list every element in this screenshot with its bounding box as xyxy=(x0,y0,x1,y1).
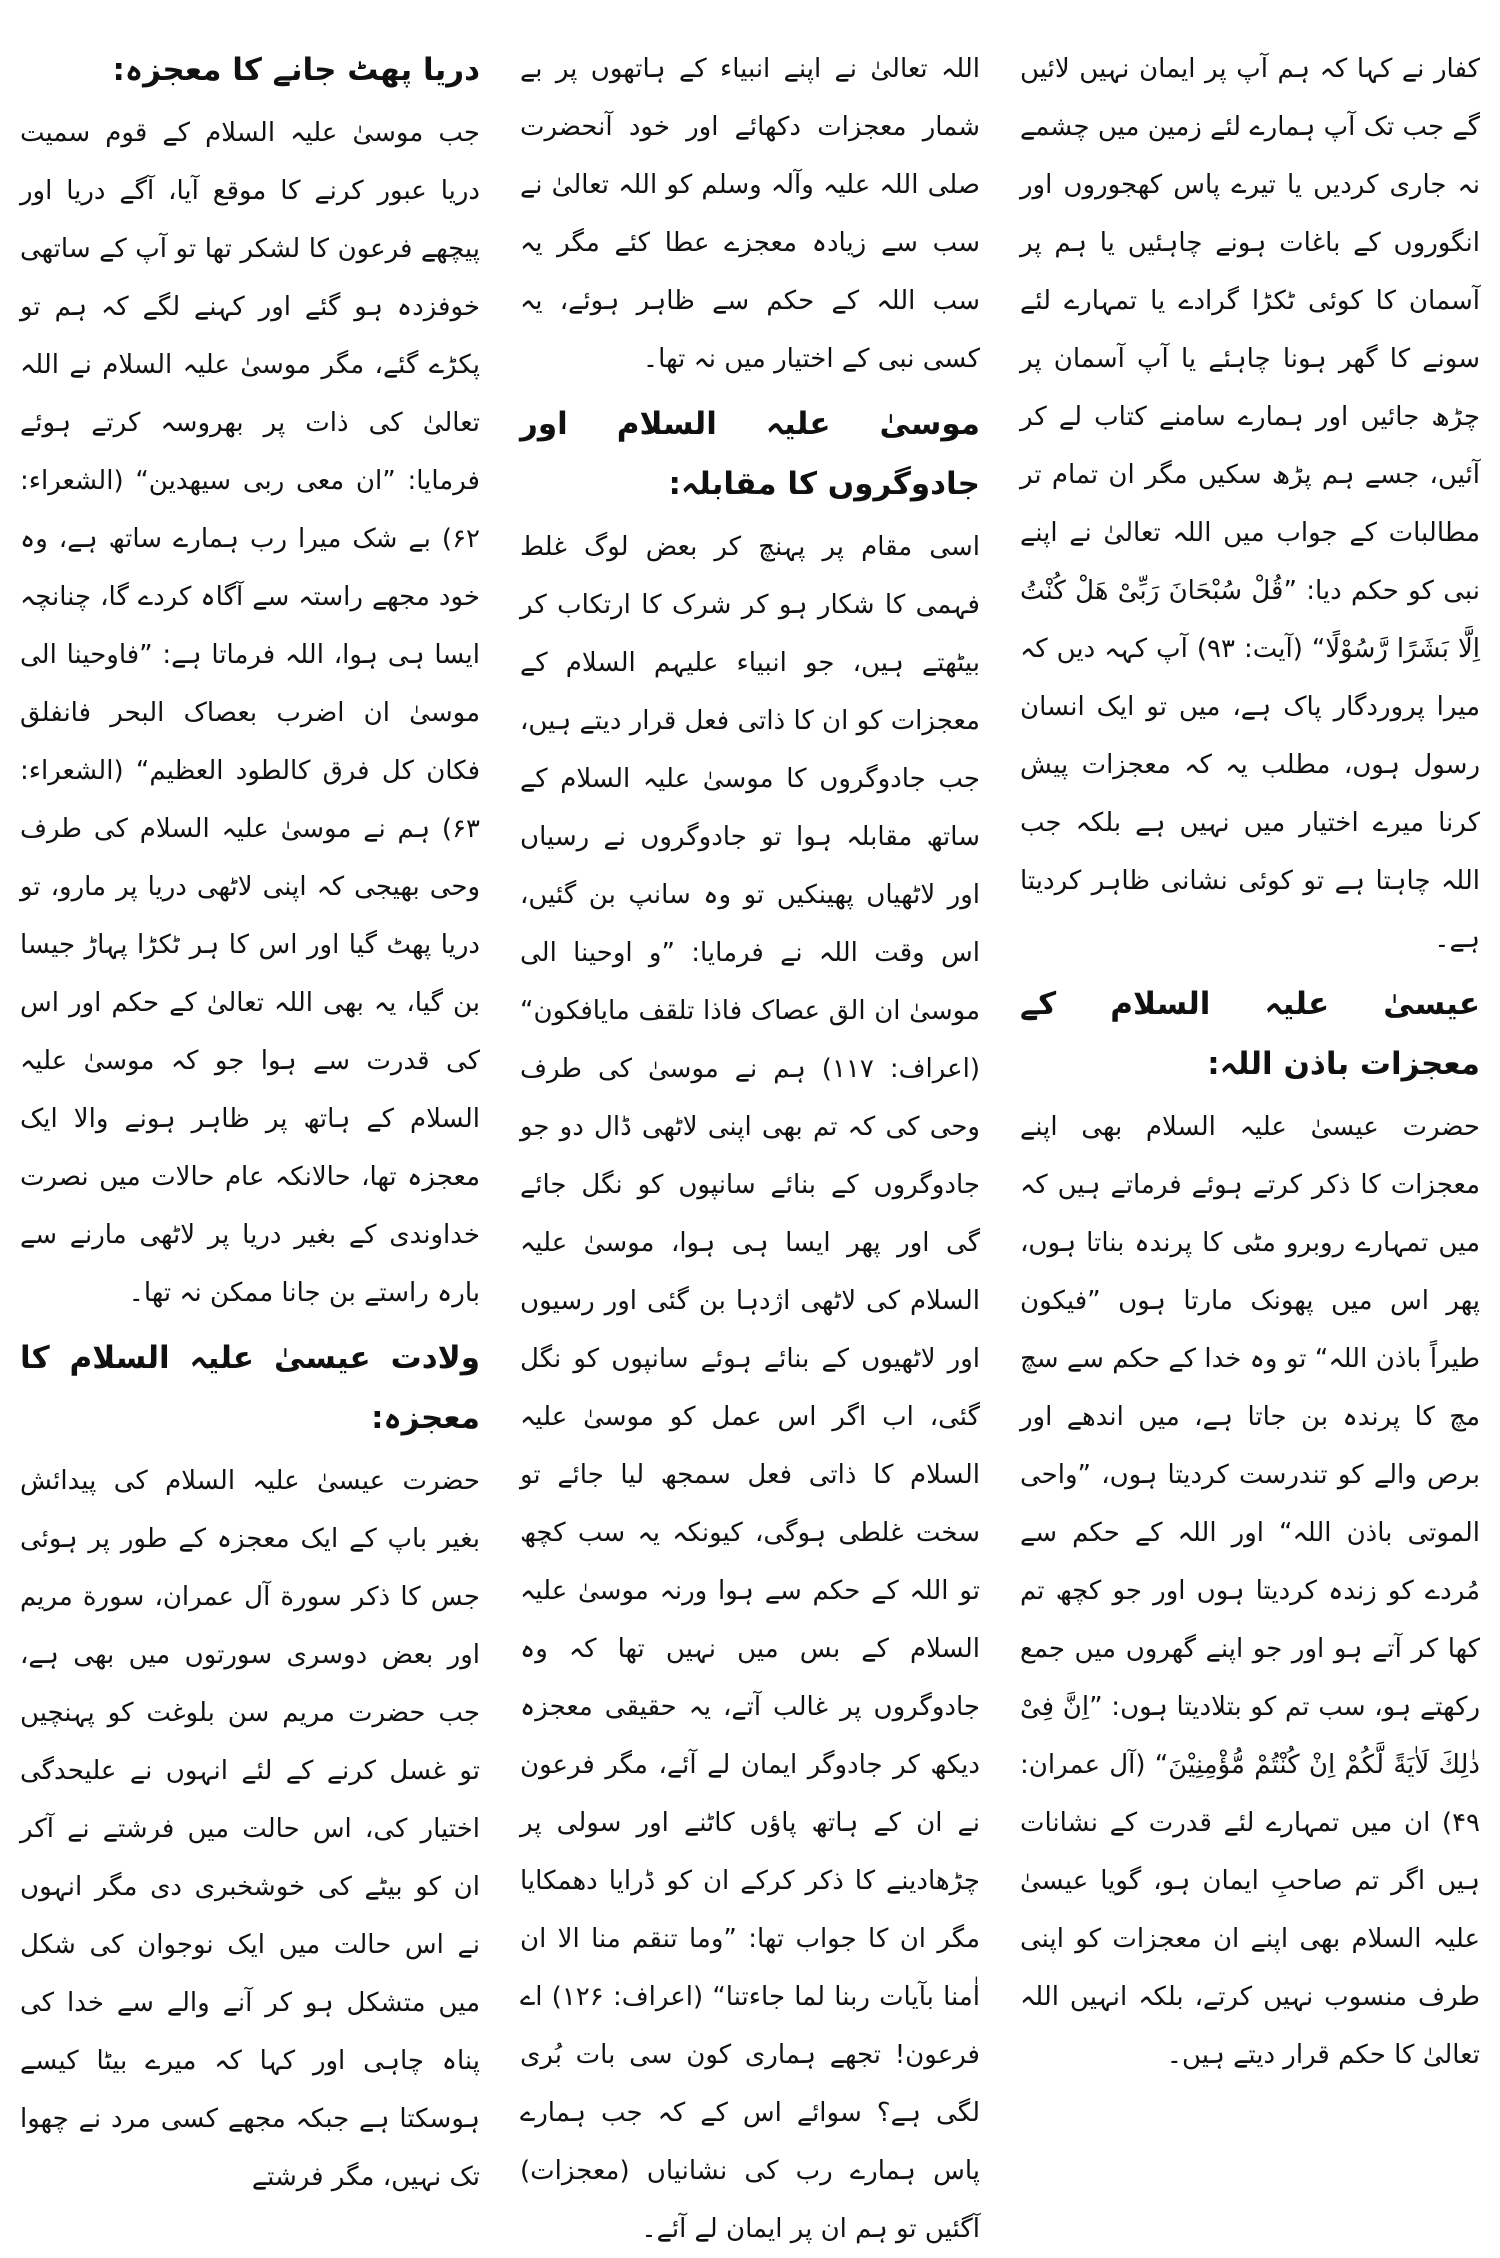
section-heading: ولادت عیسیٰ علیہ السلام کا معجزہ: xyxy=(20,1340,480,1436)
column-paragraph: اللہ تعالیٰ نے اپنے انبیاء کے ہاتھوں پر بے شمار معجزات دکھائے اور خود آنحضرت صلی اللہ علیہ وآلہ وسلم کو اللہ تعالیٰ نے سب سے زیادہ معجزے عطا کئے مگر یہ سب اللہ کے حکم سے ظاہر ہوئے، یہ کسی نبی کے اختیار میں نہ تھا۔ xyxy=(520,54,980,374)
section-heading: موسیٰ علیہ السلام اور جادوگروں کا مقابلہ: xyxy=(520,406,980,502)
column-right xyxy=(1020,40,1480,2170)
column-paragraph: اسی مقام پر پہنچ کر بعض لوگ غلط فہمی کا شکار ہو کر شرک کا ارتکاب کر بیٹھتے ہیں، جو انبیاء علیہم السلام کے معجزات کو ان کا ذاتی فعل قرار دیتے ہیں، جب جادوگروں کا موسیٰ علیہ السلام کے ساتھ مقابلہ ہوا تو جادوگروں نے رسیاں اور لاٹھیاں پھینکیں تو وہ سانپ بن گئیں، اس وقت اللہ نے فرمایا: ”و اوحینا الی موسیٰ ان الق عصاک فاذا تلقف مایافکون“ (اعراف: ۱۱۷) ہم نے موسیٰ کی طرف وحی کی کہ تم بھی اپنی لاٹھی ڈال دو جو جادوگروں کے بنائے سانپوں کو نگل جائے گی اور پھر ایسا ہی ہوا، موسیٰ علیہ السلام کی لاٹھی اژدہا بن گئی اور رسیوں اور لاٹھیوں کے بنائے ہوئے سانپوں کو نگل گئی، اب اگر اس عمل کو موسیٰ علیہ السلام کا ذاتی فعل سمجھ لیا جائے تو سخت غلطی ہوگی، کیونکہ یہ سب کچھ تو اللہ کے حکم سے ہوا ورنہ موسیٰ علیہ السلام کے بس میں نہیں تھا کہ وہ جادوگروں پر غالب آتے، یہ حقیقی معجزہ دیکھ کر جادوگر ایمان لے آئے، مگر فرعون نے ان کے ہاتھ پاؤں کاٹنے اور سولی پر چڑھادینے کا ذکر کرکے ان کو ڈرایا دھمکایا مگر ان کا جواب تھا: ”وما تنقم منا الا ان اٰمنا بآیات ربنا لما جاءتنا“ (اعراف: ۱۲۶) اے فرعون! تجھے ہماری کون سی بات بُری لگی ہے؟ سوائے اس کے کہ جب ہمارے پاس ہمارے رب کی نشانیاں (معجزات) آگئیں تو ہم ان پر ایمان لے آئے۔ xyxy=(520,532,981,2244)
column-paragraph: حضرت عیسیٰ علیہ السلام کی پیدائش بغیر باپ کے ایک معجزہ کے طور پر ہوئی جس کا ذکر سورة آل عمران، سورة مریم اور بعض دوسری سورتوں میں بھی ہے، جب حضرت مریم سن بلوغت کو پہنچیں تو غسل کرنے کے لئے انہوں نے علیحدگی اختیار کی، اس حالت میں فرشتے نے آکر ان کو بیٹے کی خوشخبری دی مگر انہوں نے اس حالت میں ایک نوجوان کی شکل میں متشکل ہو کر آنے والے سے خدا کی پناہ چاہی اور کہا کہ میرے بیٹا کیسے ہوسکتا ہے جبکہ مجھے کسی مرد نے چھوا تک نہیں، مگر فرشتے xyxy=(20,1466,480,2192)
column-paragraph: کفار نے کہا کہ ہم آپ پر ایمان نہیں لائیں گے جب تک آپ ہمارے لئے زمین میں چشمے نہ جاری کردیں یا تیرے پاس کھجوروں اور انگوروں کے باغات ہونے چاہئیں یا ہم پر آسمان کا کوئی ٹکڑا گرادے یا تمہارے لئے سونے کا گھر ہونا چاہئے یا آپ آسمان پر چڑھ جائیں اور ہمارے سامنے کتاب لے کر آئیں، جسے ہم پڑھ سکیں مگر ان تمام تر مطالبات کے جواب میں اللہ تعالیٰ نے اپنے نبی کو حکم دیا: ”قُلْ سُبْحَانَ رَبِّیْ هَلْ كُنْتُ اِلَّا بَشَرًا رَّسُوْلًا“ (آیت: ۹۳) آپ کہہ دیں کہ میرا پروردگار پاک ہے، میں تو ایک انسان رسول ہوں، مطلب یہ کہ معجزات پیش کرنا میرے اختیار میں نہیں ہے بلکہ جب اللہ چاہتا ہے تو کوئی نشانی ظاہر کردیتا ہے۔ xyxy=(1020,54,1481,954)
section-heading: دریا پھٹ جانے کا معجزہ: xyxy=(112,52,480,88)
column-left xyxy=(20,40,480,2192)
column-paragraph: حضرت عیسیٰ علیہ السلام بھی اپنے معجزات کا ذکر کرتے ہوئے فرماتے ہیں کہ میں تمہارے روبرو مٹی کا پرندہ بناتا ہوں، پھر اس میں پھونک مارتا ہوں ”فیکون طیراً باذن اللہ“ تو وہ خدا کے حکم سے سچ مچ کا پرندہ بن جاتا ہے، میں اندھے اور برص والے کو تندرست کردیتا ہوں، ”واحی الموتی باذن اللہ“ اور اللہ کے حکم سے مُردے کو زندہ کردیتا ہوں اور جو کچھ تم کھا کر آتے ہو اور جو اپنے گھروں میں جمع رکھتے ہو، سب تم کو بتلادیتا ہوں: ”اِنَّ فِیْ ذٰلِكَ لَاٰیَةً لَّكُمْ اِنْ كُنْتُمْ مُّؤْمِنِیْنَ“ (آل عمران: ۴۹) ان میں تمہارے لئے قدرت کے نشانات ہیں اگر تم صاحبِ ایمان ہو، گویا عیسیٰ علیہ السلام بھی اپنے ان معجزات کو اپنی طرف منسوب نہیں کرتے، بلکہ انہیں اللہ تعالیٰ کا حکم قرار دیتے ہیں۔ xyxy=(1020,1112,1480,2070)
column-paragraph: جب موسیٰ علیہ السلام کے قوم سمیت دریا عبور کرنے کا موقع آیا، آگے دریا اور پیچھے فرعون کا لشکر تھا تو آپ کے ساتھی خوفزدہ ہو گئے اور کہنے لگے کہ ہم تو پکڑے گئے، مگر موسیٰ علیہ السلام نے اللہ تعالیٰ کی ذات پر بھروسہ کرتے ہوئے فرمایا: ”ان معی ربی سیھدین“ (الشعراء: ۶۲) بے شک میرا رب ہمارے ساتھ ہے، وہ خود مجھے راستہ سے آگاہ کردے گا، چنانچہ ایسا ہی ہوا، اللہ فرماتا ہے: ”فاوحینا الی موسیٰ ان اضرب بعصاک البحر فانفلق فکان کل فرق کالطود العظیم“ (الشعراء: ۶۳) ہم نے موسیٰ علیہ السلام کی طرف وحی بھیجی کہ اپنی لاٹھی دریا پر مارو، تو دریا پھٹ گیا اور اس کا ہر ٹکڑا پہاڑ جیسا بن گیا، یہ بھی اللہ تعالیٰ کے حکم اور اس کی قدرت سے ہوا جو کہ موسیٰ علیہ السلام کے ہاتھ پر ظاہر ہونے والا ایک معجزہ تھا، حالانکہ عام حالات میں نصرت خداوندی کے بغیر دریا پر لاٹھی مارنے سے بارہ راستے بن جانا ممکن نہ تھا۔ xyxy=(20,118,480,1308)
column-middle xyxy=(520,40,981,2244)
section-heading: عیسیٰ علیہ السلام کے معجزات باذن اللہ: xyxy=(1020,986,1480,1082)
